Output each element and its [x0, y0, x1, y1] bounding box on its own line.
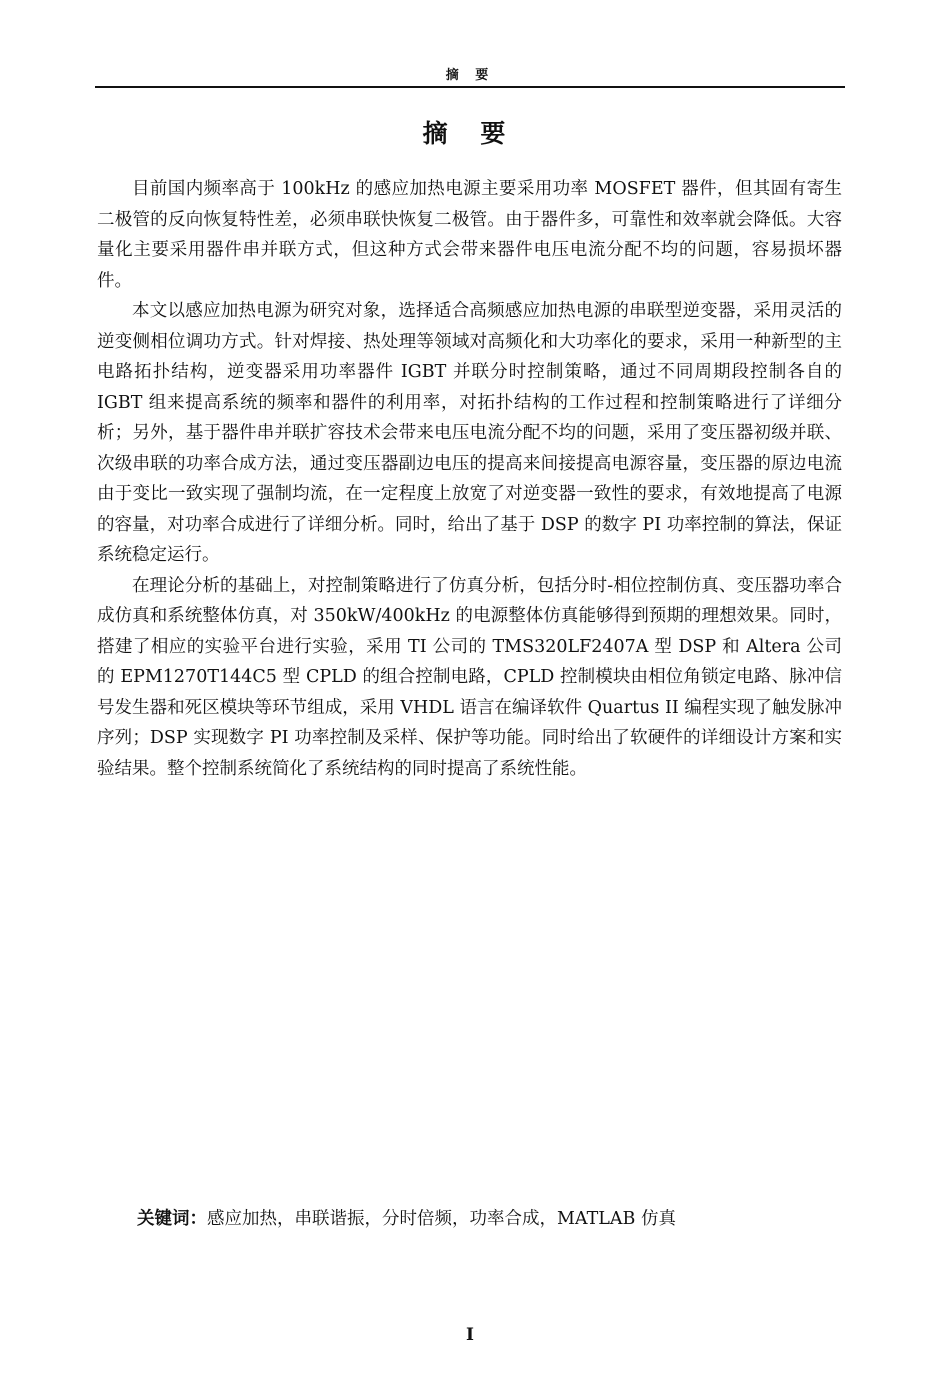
abstract-paragraph-3: 在理论分析的基础上，对控制策略进行了仿真分析，包括分时-相位控制仿真、变压器功率合成仿真和系统整体仿真，对 350kW/400kHz 的电源整体仿真能够得到预期的理想效果。同时，搭建了相应的实验平台进行实验，采用 TI 公司的 TMS320LF2407A 型 DSP 和 Altera 公司的 EPM1270T144C5 型 CPLD 的组合控制电路，CPLD 控制模块由相位角锁定电路、脉冲信号发生器和死区模块等环节组成，采用 VHDL 语言在编译软件 Quartus II 编程实现了触发脉冲序列；DSP 实现数字 PI 功率控制及采样、保护等功能。同时给出了软硬件的详细设计方案和实验结果。整个控制系统简化了系统结构的同时提高了系统性能。: [97, 575, 842, 779]
keywords-text: 感应加热，串联谐振，分时倍频，功率合成，MATLAB 仿真: [207, 1209, 676, 1229]
keywords-label: 关键词：: [137, 1209, 207, 1229]
header-rule: [95, 86, 845, 88]
abstract-body: [97, 174, 842, 784]
keywords-line: [137, 1207, 676, 1231]
abstract-paragraph-2: 本文以感应加热电源为研究对象，选择适合高频感应加热电源的串联型逆变器，采用灵活的逆变侧相位调功方式。针对焊接、热处理等领域对高频化和大功率化的要求，采用一种新型的主电路拓扑结构，逆变器采用功率器件 IGBT 并联分时控制策略，通过不同周期段控制各自的 IGBT 组来提高系统的频率和器件的利用率，对拓扑结构的工作过程和控制策略进行了详细分析；另外，基于器件串并联扩容技术会带来电压电流分配不均的问题，采用了变压器初级并联、次级串联的功率合成方法，通过变压器副边电压的提高来间接提高电源容量，变压器的原边电流由于变比一致实现了强制均流，在一定程度上放宽了对逆变器一致性的要求，有效地提高了电源的容量，对功率合成进行了详细分析。同时，给出了基于 DSP 的数字 PI 功率控制的算法，保证系统稳定运行。: [97, 301, 842, 565]
page-title: 摘 要: [422, 119, 518, 148]
running-header: 摘 要: [445, 68, 495, 83]
page-number: I: [466, 1325, 474, 1345]
abstract-paragraph-1: 目前国内频率高于 100kHz 的感应加热电源主要采用功率 MOSFET 器件，但其固有寄生二极管的反向恢复特性差，必须串联快恢复二极管。由于器件多，可靠性和效率就会降低。大容量化主要采用器件串并联方式，但这种方式会带来器件电压电流分配不均的问题，容易损坏器件。: [97, 179, 842, 291]
